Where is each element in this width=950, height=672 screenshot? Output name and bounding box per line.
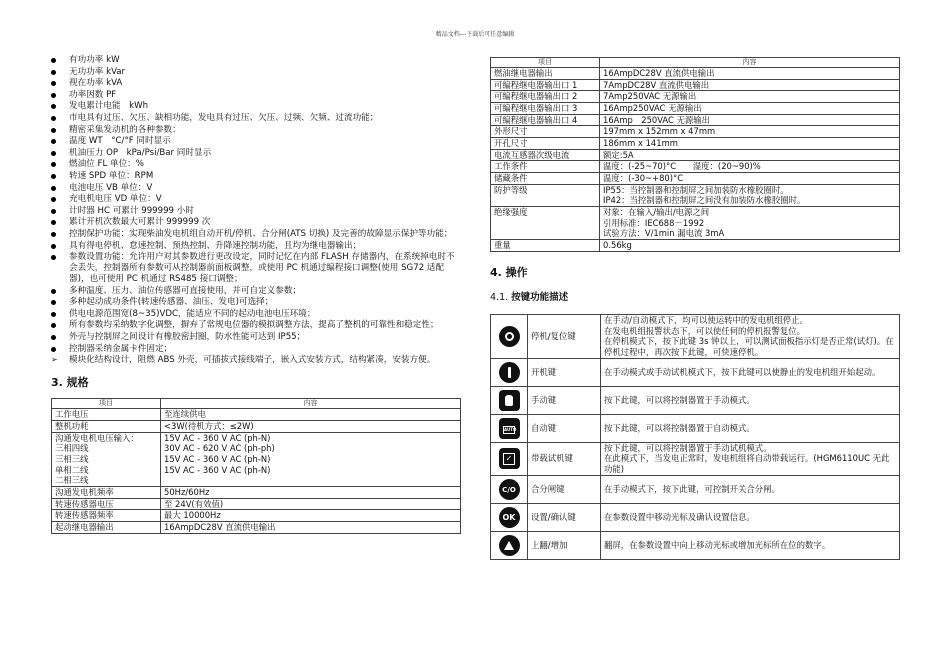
bullet-icon <box>51 335 56 340</box>
key-row <box>491 314 900 358</box>
spec-value: 16Amp250VAC 无源输出 <box>600 102 900 114</box>
stop-reset-icon <box>499 326 520 347</box>
spec-item: 可编程继电器输出口 3 <box>491 102 600 114</box>
table-row <box>491 137 900 149</box>
key-row <box>491 442 900 475</box>
list-item: 有功功率 kW <box>51 55 461 66</box>
key-description: 在手动模式或手动试机模式下，按下此键可以使静止的发电机组开始起动。 <box>601 358 900 386</box>
arrow-icon: ➢ <box>51 355 58 365</box>
table-row <box>52 432 461 486</box>
key-name: 设置/确认键 <box>528 503 601 531</box>
section-title-operation: 4. 操作 <box>490 265 528 279</box>
table-row <box>491 114 900 126</box>
key-name: 合分闸键 <box>528 475 601 503</box>
bullet-icon <box>51 232 56 237</box>
feature-list-arrow <box>51 355 461 366</box>
spec-value: 16AmpDC28V 直流供电输出 <box>600 67 900 79</box>
spec-value: 7AmpDC28V 直流供电输出 <box>600 79 900 91</box>
list-item: 温度 WT °C/°F 同时显示 <box>51 136 461 147</box>
spec-value: 对象：在输入/输出/电源之间 引用标准：IEC688－1992 试验方法：V/1min 漏电流 3mA <box>600 206 900 239</box>
table-row <box>491 206 900 239</box>
bullet-icon <box>51 81 56 86</box>
list-item: 控制保护功能：实现柴油发电机组自动开机/停机、合分闸(ATS 切换) 及完善的故障显示保护等功能； <box>51 229 461 240</box>
list-item: 控制器采纳金属卡件固定； <box>51 344 461 355</box>
list-item: 功率因数 PF <box>51 90 461 101</box>
spec-table-left <box>51 398 461 533</box>
spec-value: <3W(待机方式：≤2W) <box>161 420 461 432</box>
list-item: 市电具有过压、欠压、缺相功能，发电具有过压、欠压、过频、欠频、过流功能； <box>51 113 461 124</box>
key-row <box>491 531 900 559</box>
spec-item: 整机功耗 <box>52 420 161 432</box>
subsection-title: 4.1. 按键功能描述 <box>490 291 569 303</box>
spec-value: 7Amp250VAC 无源输出 <box>600 91 900 103</box>
spec-value: 186mm x 141mm <box>600 137 900 149</box>
spec-item: 重量 <box>491 239 600 251</box>
key-description: 按下此键，可以将控制器置于自动模式。 <box>601 414 900 442</box>
spec-value: 15V AC - 360 V AC (ph-N) 30V AC - 620 V AC (ph-ph) 15V AC - 360 V AC (ph-N) 15V AC - 360 V AC (ph-N) <box>161 432 461 486</box>
key-description: 在手动/自动模式下，均可以使运转中的发电机组停止。 在发电机组报警状态下，可以使任何的停机报警复位。 在停机模式下，按下此键 3s 钟以上，可以测试面板指示灯是否正常(试灯)。在停机过程中，再次按下此键，可快速停机。 <box>601 314 900 358</box>
bullet-icon <box>51 255 56 260</box>
table-row <box>52 409 461 421</box>
table-row <box>52 486 461 498</box>
key-name: 自动键 <box>528 414 601 442</box>
spec-item: 开孔尺寸 <box>491 137 600 149</box>
list-item: 具有得电停机、怠速控制、预热控制、升降速控制功能，且均为继电器输出； <box>51 241 461 252</box>
list-item: 累计开机次数最大可累计 999999 次 <box>51 217 461 228</box>
load-test-icon: ✓ <box>499 448 520 469</box>
list-item: 机油压力 OP kPa/Psi/Bar 同时显示 <box>51 148 461 159</box>
spec-item: 可编程继电器输出口 4 <box>491 114 600 126</box>
spec-item: 沟通发电机电压输入： 三相四线 三相三线 单相二线 二相三线 <box>52 432 161 486</box>
start-icon <box>499 362 520 383</box>
spec-item: 转速传感器频率 <box>52 510 161 522</box>
bullet-icon <box>51 220 56 225</box>
spec-item: 起动继电器输出 <box>52 521 161 533</box>
spec-item: 可编程继电器输出口 2 <box>491 91 600 103</box>
list-item: 参数设置功能：允许用户对其参数进行更改设定，同时记忆在内部 FLASH 存储器内，在系统掉电时不会丢失，控制器所有参数可从控制器前面板调整，或使用 PC 机通过编程接口调整(使用 SG72 适配器)，也可使用 PC 机通过 RS485 接口调整； <box>51 252 461 285</box>
bullet-icon <box>51 70 56 75</box>
list-item: 发电累计电能 kWh <box>51 101 461 112</box>
table-row <box>491 126 900 138</box>
spec-item: 燃油继电器输出 <box>491 67 600 79</box>
bullet-icon <box>51 209 56 214</box>
spec-item: 储藏条件 <box>491 172 600 184</box>
key-row <box>491 386 900 414</box>
auto-icon: AUTO <box>499 418 520 439</box>
list-item: 视在功率 kVA <box>51 78 461 89</box>
spec-item: 防护等级 <box>491 184 600 206</box>
bullet-icon <box>51 58 56 63</box>
bullet-icon <box>51 128 56 133</box>
list-item: ➢ 模块化结构设计，阻燃 ABS 外壳，可插拔式接线端子，嵌入式安装方式，结构紧凑，安装方便。 <box>51 355 436 366</box>
bullet-icon <box>51 289 56 294</box>
spec-item: 转速传感器电压 <box>52 498 161 510</box>
ok-icon: OK <box>499 507 520 528</box>
table-header-content: 内容 <box>600 58 900 68</box>
spec-table-right <box>490 57 900 252</box>
table-row <box>52 510 461 522</box>
key-row <box>491 503 900 531</box>
table-row <box>491 239 900 251</box>
spec-item: 外形尺寸 <box>491 126 600 138</box>
table-row <box>491 172 900 184</box>
up-triangle-icon <box>499 535 520 556</box>
key-description: 按下此键，可以将控制器置于手动模式。 <box>601 386 900 414</box>
table-row <box>52 420 461 432</box>
spec-value: 至连续供电 <box>161 409 461 421</box>
table-row <box>491 161 900 173</box>
spec-item: 电流互感器次级电流 <box>491 149 600 161</box>
spec-item: 沟通发电机频率 <box>52 486 161 498</box>
c-o-icon: C/O <box>499 479 520 500</box>
spec-value: 0.56kg <box>600 239 900 251</box>
list-item: 外壳与控制屏之间设计有橡胶密封圈，防水性能可达到 IP55； <box>51 332 461 343</box>
list-item: 供电电源范围宽(8~35)VDC，能适应不同的起动电池电压环境； <box>51 309 461 320</box>
key-name: 上翻/增加 <box>528 531 601 559</box>
spec-value: 温度：(-30~+80)°C <box>600 172 900 184</box>
spec-value: 最大 10000Hz <box>161 510 461 522</box>
list-item: 所有参数均采纳数字化调整，摒弃了常规电位器的模拟调整方法，提高了整机的可靠性和稳定性； <box>51 320 461 331</box>
spec-item: 工作条件 <box>491 161 600 173</box>
section-title-specs: 3. 规格 <box>51 376 89 390</box>
key-row <box>491 475 900 503</box>
table-row <box>491 79 900 91</box>
bullet-icon <box>51 104 56 109</box>
spec-item: 绝缘强度 <box>491 206 600 239</box>
key-name: 停机/复位键 <box>528 314 601 358</box>
key-name: 带载试机键 <box>528 442 601 475</box>
spec-value: 16AmpDC28V 直流供电输出 <box>161 521 461 533</box>
table-row <box>491 91 900 103</box>
key-name: 手动键 <box>528 386 601 414</box>
spec-value: 温度：(-25~70)°C 湿度：(20~90)% <box>600 161 900 173</box>
spec-item: 工作电压 <box>52 409 161 421</box>
key-description: 在参数设置中移动光标及确认设置信息。 <box>601 503 900 531</box>
table-row <box>491 102 900 114</box>
list-item: 燃油位 FL 单位：% <box>51 159 461 170</box>
table-header-content: 内容 <box>161 399 461 409</box>
table-row <box>52 498 461 510</box>
spec-value: 197mm x 152mm x 47mm <box>600 126 900 138</box>
spec-value: 50Hz/60Hz <box>161 486 461 498</box>
table-header-item: 项目 <box>491 58 600 68</box>
table-row <box>491 67 900 79</box>
bullet-icon <box>51 312 56 317</box>
spec-value: 16Amp 250VAC 无源输出 <box>600 114 900 126</box>
spec-value: 至 24V(有效值) <box>161 498 461 510</box>
bullet-icon <box>51 197 56 202</box>
key-description: 按下此键，可以将控制器置于手动试机模式。 在此模式下，当发电正常时，发电机组将自动带载运行。(HGM6110UC 无此功能) <box>601 442 900 475</box>
list-item: 计时器 HC 可累计 999999 小时 <box>51 206 461 217</box>
bullet-icon <box>51 116 56 121</box>
page-header: 精品文档---下载后可任意编辑 <box>435 31 515 38</box>
list-item: 充电机电压 VD 单位：V <box>51 194 461 205</box>
bullet-icon <box>51 93 56 98</box>
table-row <box>491 184 900 206</box>
key-name: 开机键 <box>528 358 601 386</box>
table-row <box>52 521 461 533</box>
bullet-icon <box>51 174 56 179</box>
key-function-table <box>490 314 900 560</box>
key-description: 在手动模式下，按下此键，可控制开关合分闸。 <box>601 475 900 503</box>
bullet-icon <box>51 244 56 249</box>
list-item: 多种起动成功条件(转速传感器、油压、发电)可选择； <box>51 297 461 308</box>
list-item: 电池电压 VB 单位：V <box>51 183 461 194</box>
list-item: 无功功率 kVar <box>51 67 461 78</box>
bullet-icon <box>51 323 56 328</box>
key-row <box>491 358 900 386</box>
list-item: 精密采集发动机的各种参数： <box>51 125 461 136</box>
feature-list <box>51 55 461 355</box>
spec-item: 可编程继电器输出口 1 <box>491 79 600 91</box>
table-row <box>491 149 900 161</box>
list-item: 多种温度、压力、油位传感器可直接使用，并可自定义参数； <box>51 286 461 297</box>
bullet-icon <box>51 300 56 305</box>
list-item: 转速 SPD 单位：RPM <box>51 171 461 182</box>
bullet-icon <box>51 151 56 156</box>
left-column <box>51 55 461 534</box>
bullet-icon <box>51 347 56 352</box>
key-row <box>491 414 900 442</box>
spec-value: IP55：当控制器和控制屏之间加装防水橡胶圈时。 IP42：当控制器和控制屏之间没有加装防水橡胶圈时。 <box>600 184 900 206</box>
bullet-icon <box>51 139 56 144</box>
manual-hand-icon <box>499 390 520 411</box>
spec-value: 额定:5A <box>600 149 900 161</box>
bullet-icon <box>51 186 56 191</box>
table-header-item: 项目 <box>52 399 161 409</box>
key-description: 翻屏，在参数设置中向上移动光标或增加光标所在位的数字。 <box>601 531 900 559</box>
bullet-icon <box>51 162 56 167</box>
right-column <box>490 57 900 560</box>
